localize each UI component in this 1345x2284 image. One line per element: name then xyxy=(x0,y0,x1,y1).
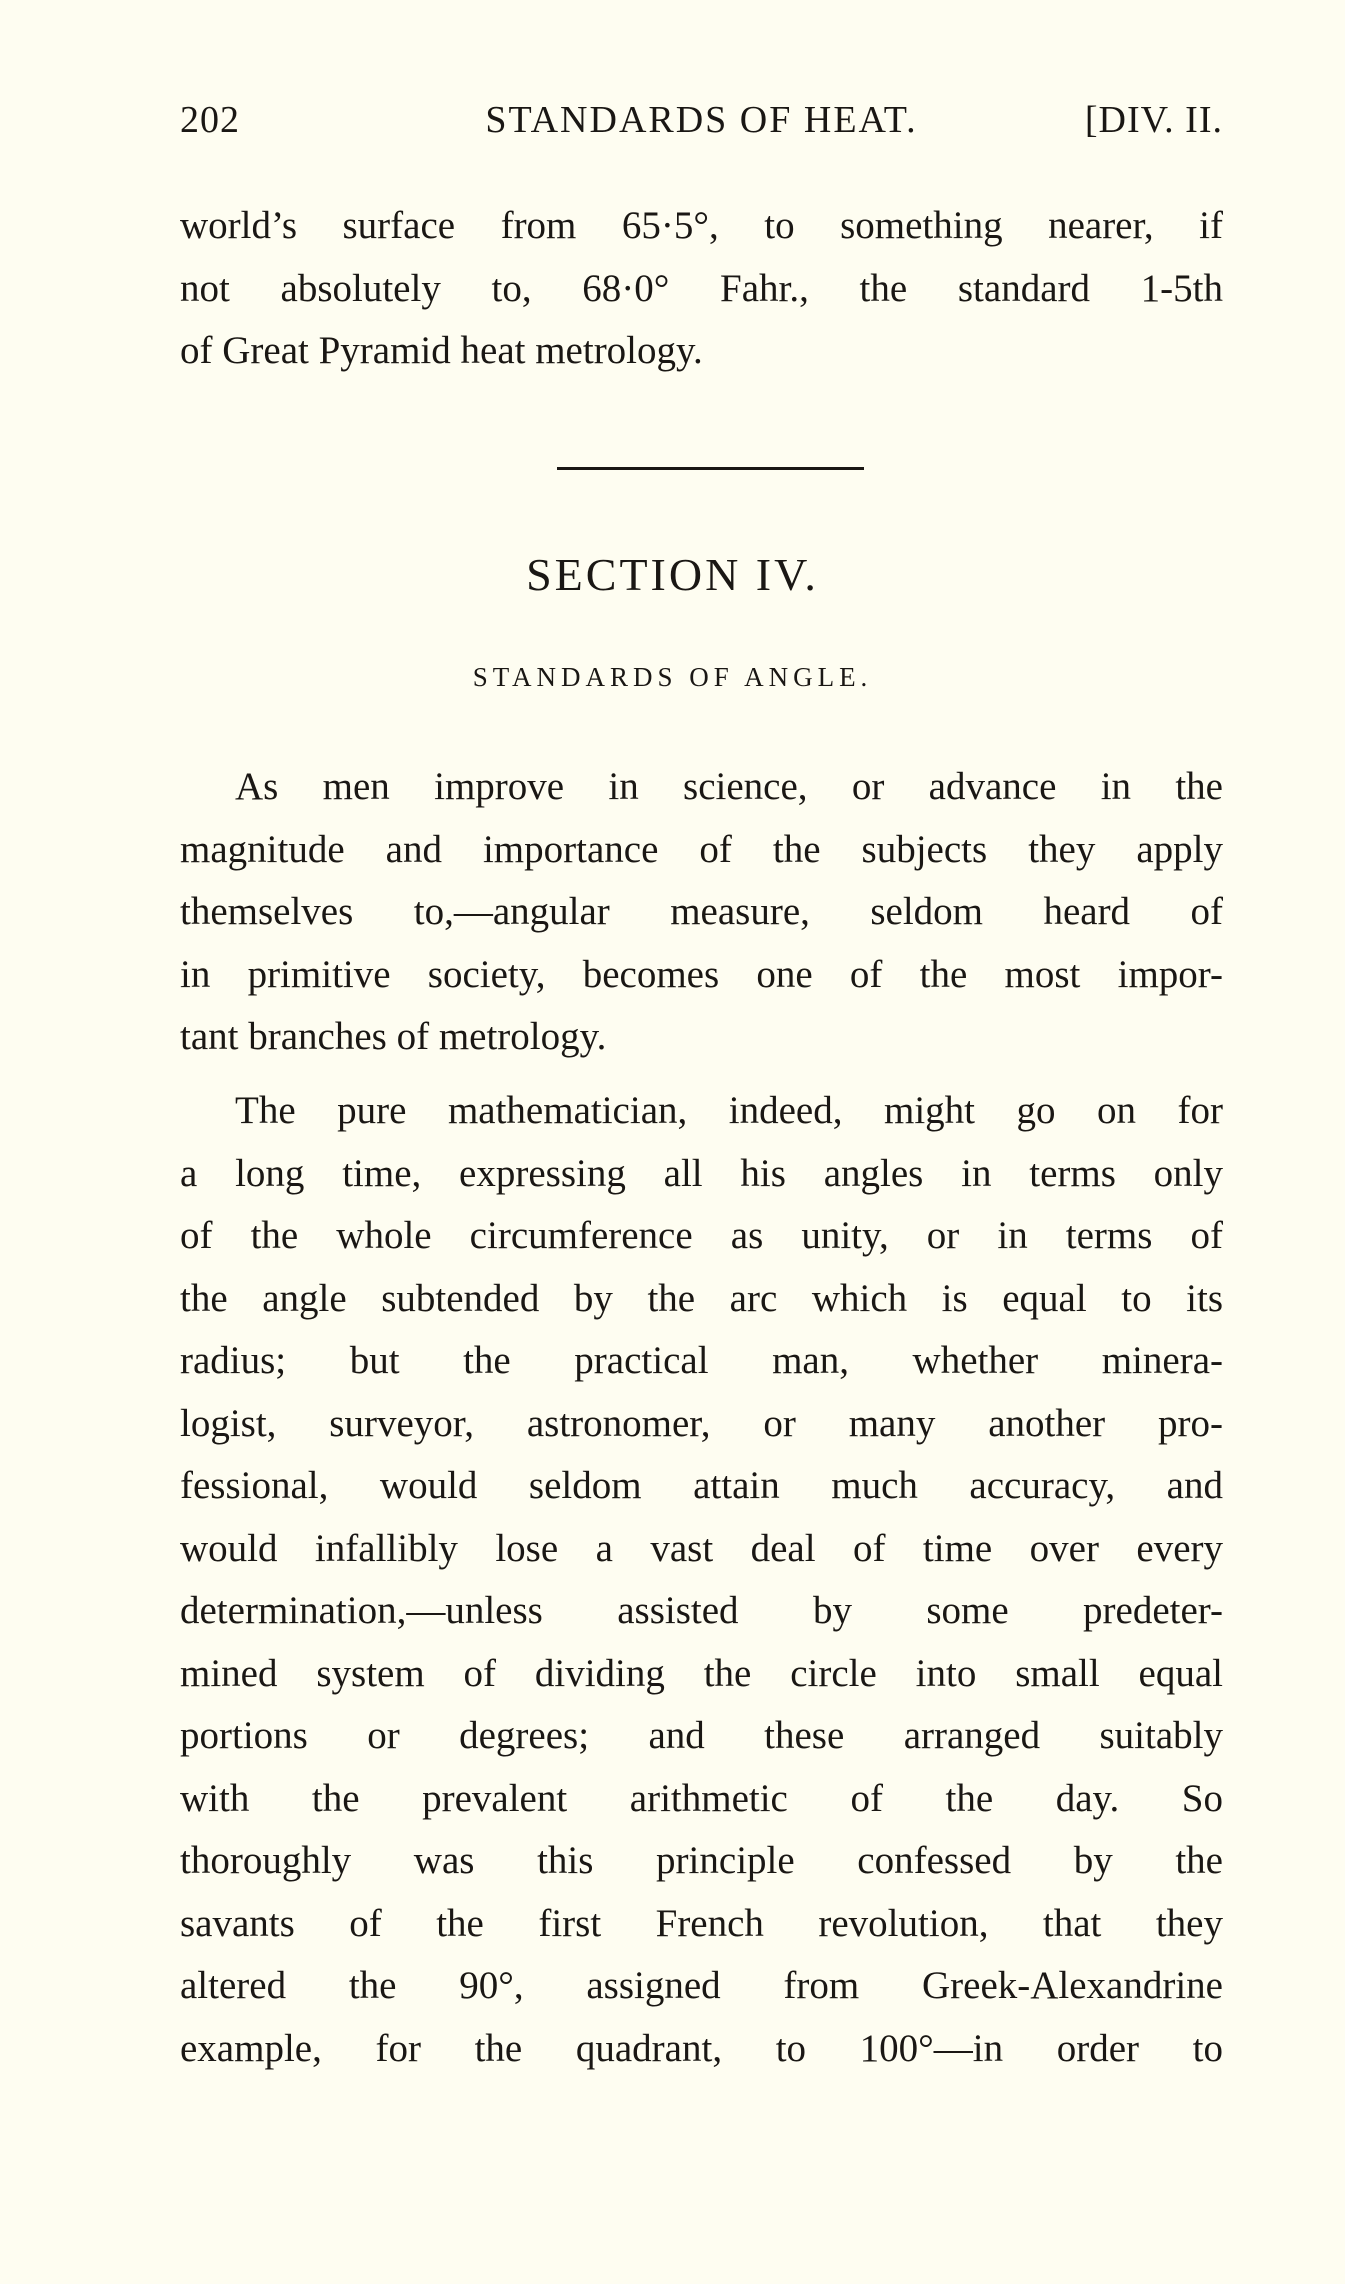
text-line: thoroughly was this principle confessed by the xyxy=(180,1839,1223,1882)
text-line: radius; but the practical man, whether minera- xyxy=(180,1339,1223,1382)
text-line: savants of the first French revolution, that they xyxy=(180,1901,1223,1945)
text-line: magnitude and importance of the subjects they apply xyxy=(180,827,1223,871)
text-line: As men improve in science, or advance in the xyxy=(235,765,1223,808)
text-line: not absolutely to, 68·0° Fahr., the standard 1-5th xyxy=(180,266,1223,310)
page-number: 202 xyxy=(180,99,240,141)
section-subtitle: STANDARDS OF ANGLE. xyxy=(472,662,873,692)
text-line: themselves to,—angular measure, seldom heard of xyxy=(180,890,1223,933)
section-title: SECTION IV. xyxy=(526,549,819,600)
text-line: fessional, would seldom attain much accuracy, and xyxy=(180,1464,1223,1507)
text-line: world’s surface from 65·5°, to something nearer, if xyxy=(180,204,1223,247)
text-line: altered the 90°, assigned from Greek-Alexandrine xyxy=(180,1964,1223,2007)
text-line: example, for the quadrant, to 100°—in order to xyxy=(180,2026,1223,2070)
division-label: [DIV. II. xyxy=(1084,99,1223,141)
paragraph-angular-measure xyxy=(180,756,1223,1069)
text-line: The pure mathematician, indeed, might go on for xyxy=(235,1089,1223,1132)
text-line: portions or degrees; and these arranged suitably xyxy=(180,1714,1223,1757)
text-line: of Great Pyramid heat metrology. xyxy=(180,329,703,372)
text-line: a long time, expressing all his angles in terms only xyxy=(180,1151,1223,1195)
text-line: with the prevalent arithmetic of the day. So xyxy=(180,1776,1223,1820)
text-line: tant branches of metrology. xyxy=(180,1015,607,1058)
text-line: logist, surveyor, astronomer, or many another pro- xyxy=(180,1401,1223,1445)
running-title: STANDARDS OF HEAT. xyxy=(485,99,918,141)
text-line: mined system of dividing the circle into small equal xyxy=(180,1651,1223,1695)
paragraph-heat-conclusion xyxy=(180,195,1223,383)
text-line: determination,—unless assisted by some predeter- xyxy=(180,1589,1223,1632)
text-line: in primitive society, becomes one of the most impor- xyxy=(180,952,1223,996)
text-line: the angle subtended by the arc which is equal to its xyxy=(180,1276,1223,1320)
text-line: of the whole circumference as unity, or in terms of xyxy=(180,1214,1223,1257)
paragraph-pure-mathematician xyxy=(180,1080,1223,2080)
section-divider-rule xyxy=(557,467,864,470)
text-line: would infallibly lose a vast deal of time over every xyxy=(180,1526,1223,1570)
running-head xyxy=(180,98,1223,158)
